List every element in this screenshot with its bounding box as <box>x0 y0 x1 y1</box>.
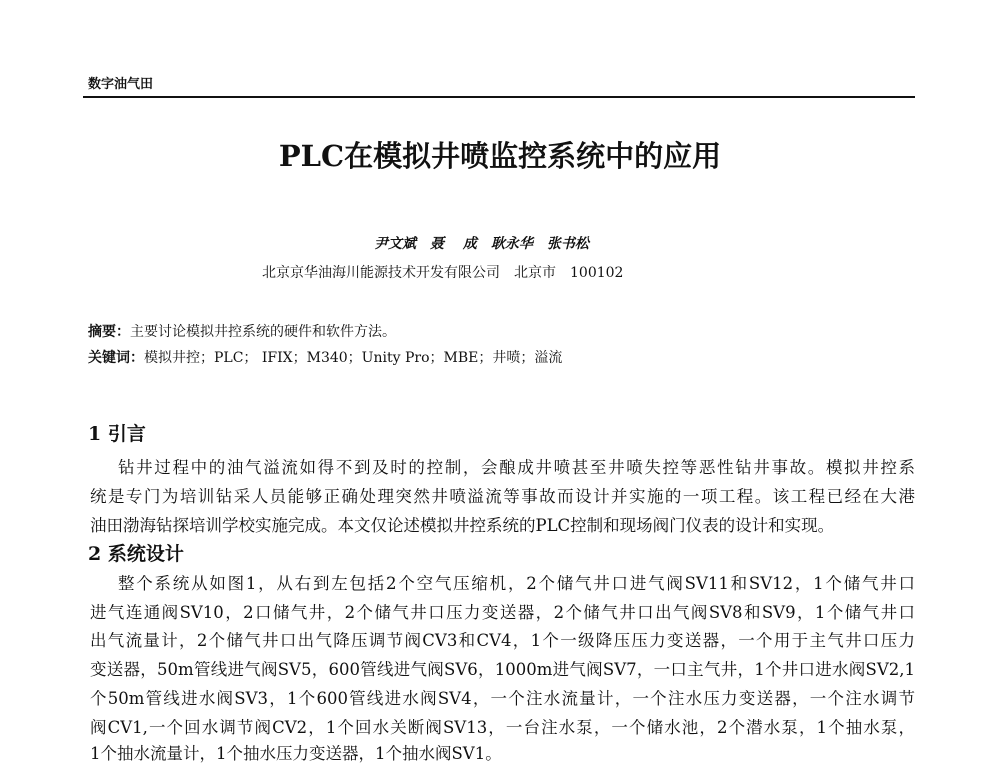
body-line: 出气流量计，2个储气井口出气降压调节阀CV3和CV4，1个一级降压压力变送器，一个用于主气井口压力 <box>90 631 915 650</box>
authors: 尹文斌 聂 成 耿永华 张书松 <box>374 236 589 252</box>
keywords <box>88 347 562 367</box>
abstract-text: 主要讨论模拟井控系统的硬件和软件方法。 <box>130 324 396 340</box>
affiliation: 北京京华油海川能源技术开发有限公司 北京市 100102 <box>262 265 624 281</box>
body-line: 钻井过程中的油气溢流如得不到及时的控制，会酿成井喷甚至井喷失控等恶性钻井事故。模拟井控系 <box>118 458 915 477</box>
body-line: 1个抽水流量计，1个抽水压力变送器，1个抽水阀SV1。 <box>90 744 502 763</box>
keywords-text: 模拟井控；PLC； IFIX；M340；Unity Pro；MBE；井喷；溢流 <box>144 350 563 366</box>
paper-title: PLC在模拟井喷监控系统中的应用 <box>278 139 722 173</box>
running-header: 数字油气田 <box>88 77 154 92</box>
keywords-label: 关键词： <box>88 350 144 366</box>
section-heading: 1 引言 <box>88 423 146 445</box>
abstract-label: 摘要： <box>88 324 130 340</box>
body-line: 统是专门为培训钻采人员能够正确处理突然井喷溢流等事故而设计并实施的一项工程。该工程已经在大港 <box>90 487 915 506</box>
body-line: 阀CV1,一个回水调节阀CV2，1个回水关断阀SV13，一台注水泵，一个储水池，2个潜水泵，1个抽水泵， <box>90 718 915 737</box>
body-line: 变送器，50m管线进气阀SV5，600管线进气阀SV6，1000m进气阀SV7，一口主气井，1个井口进水阀SV2,1 <box>90 660 915 679</box>
section-heading: 2 系统设计 <box>88 543 184 565</box>
body-line: 个50m管线进水阀SV3，1个600管线进水阀SV4，一个注水流量计，一个注水压力变送器，一个注水调节 <box>90 689 915 708</box>
body-line: 进气连通阀SV10，2口储气井，2个储气井口压力变送器，2个储气井口出气阀SV8和SV9，1个储气井口 <box>90 603 915 622</box>
body-line: 整个系统从如图1，从右到左包括2个空气压缩机，2个储气井口进气阀SV11和SV12，1个储气井口 <box>118 574 915 593</box>
header-rule <box>83 96 915 98</box>
body-line: 油田渤海钻探培训学校实施完成。本文仅论述模拟井控系统的PLC控制和现场阀门仪表的设计和实现。 <box>90 516 835 535</box>
abstract <box>88 321 396 341</box>
